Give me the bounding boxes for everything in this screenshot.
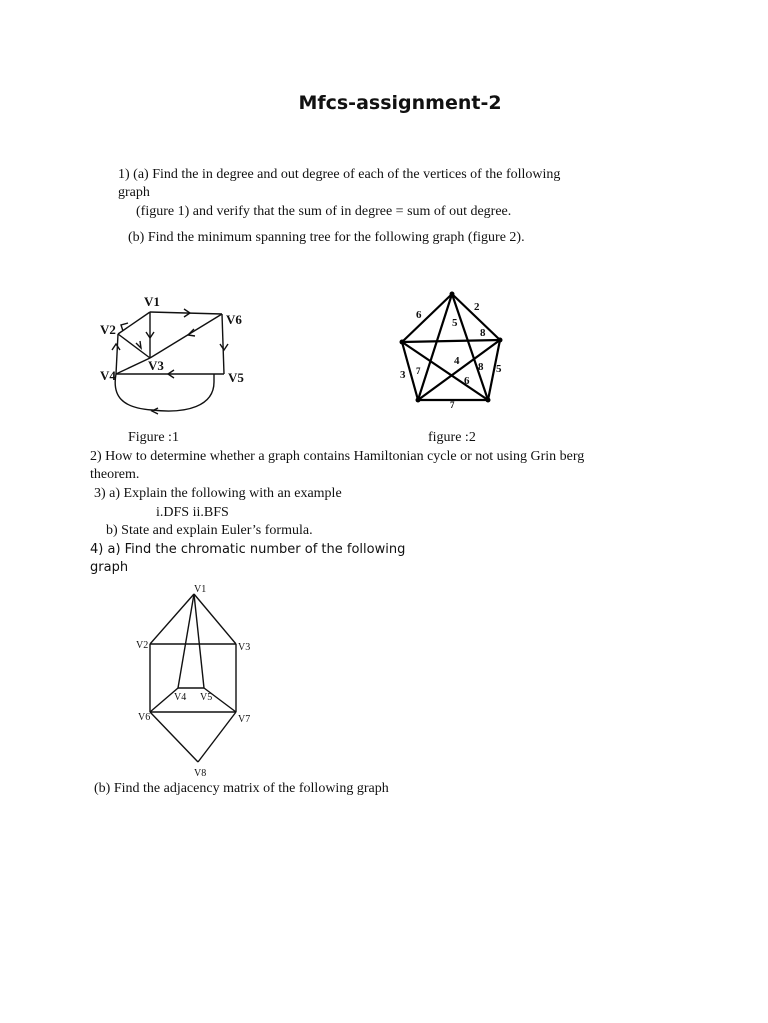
q3-items: i.DFS ii.BFS [156, 505, 229, 520]
fig1-vertex-label: V3 [148, 358, 164, 373]
q1a-line3: (figure 1) and verify that the sum of in degree = sum of out degree. [136, 204, 512, 219]
fig1-vertex-label: V5 [228, 370, 244, 385]
fig3-vertex-label: V4 [174, 692, 187, 703]
figure-2-weighted-graph [394, 290, 514, 420]
fig3-vertex-label: V8 [194, 768, 207, 779]
q3a-line: 3) a) Explain the following with an example [94, 486, 342, 501]
q4a-line1: 4) a) Find the chromatic number of the following [90, 542, 406, 557]
fig3-vertex-label: V3 [238, 642, 251, 653]
fig2-weight: 5 [496, 363, 502, 375]
fig2-weight: 8 [480, 327, 486, 339]
figure-1-caption: Figure :1 [128, 430, 179, 445]
fig2-weight: 5 [452, 317, 458, 329]
page-title: Mfcs-assignment-2 [298, 92, 502, 114]
fig2-weight: 4 [454, 355, 460, 367]
fig2-weight: 6 [464, 375, 470, 387]
q2-line2: theorem. [90, 467, 140, 482]
q4a-line2: graph [90, 560, 129, 575]
fig2-weight: 3 [400, 369, 406, 381]
q1a-line1: 1) (a) Find the in degree and out degree of each of the vertices of the following [118, 167, 561, 182]
q3b-line: b) State and explain Euler’s formula. [106, 523, 313, 538]
fig2-weight: 7 [416, 366, 421, 376]
fig3-vertex-label: V6 [138, 712, 151, 723]
fig1-vertex-label: V1 [144, 294, 160, 309]
fig1-vertex-label: V2 [100, 322, 116, 337]
fig3-vertex-label: V7 [238, 714, 251, 725]
fig1-vertex-label: V6 [226, 312, 242, 327]
fig3-vertex-label: V2 [136, 640, 149, 651]
fig2-weight: 6 [416, 309, 422, 321]
fig2-weight: 2 [474, 301, 480, 313]
fig3-vertex-label: V1 [194, 584, 207, 595]
q2-line1: 2) How to determine whether a graph contains Hamiltonian cycle or not using Grin berg [90, 449, 585, 464]
figure-3-graph [134, 582, 274, 782]
fig2-weight: 8 [478, 361, 484, 373]
figure-2-caption: figure :2 [428, 430, 476, 445]
fig1-vertex-label: V4 [100, 368, 116, 383]
q4b-line: (b) Find the adjacency matrix of the following graph [94, 781, 389, 796]
figure-1-directed-graph [92, 286, 262, 426]
fig3-vertex-label: V5 [200, 692, 213, 703]
q1b-line: (b) Find the minimum spanning tree for the following graph (figure 2). [128, 230, 525, 245]
q1a-line2: graph [118, 185, 150, 200]
fig2-weight: 7 [450, 400, 455, 410]
